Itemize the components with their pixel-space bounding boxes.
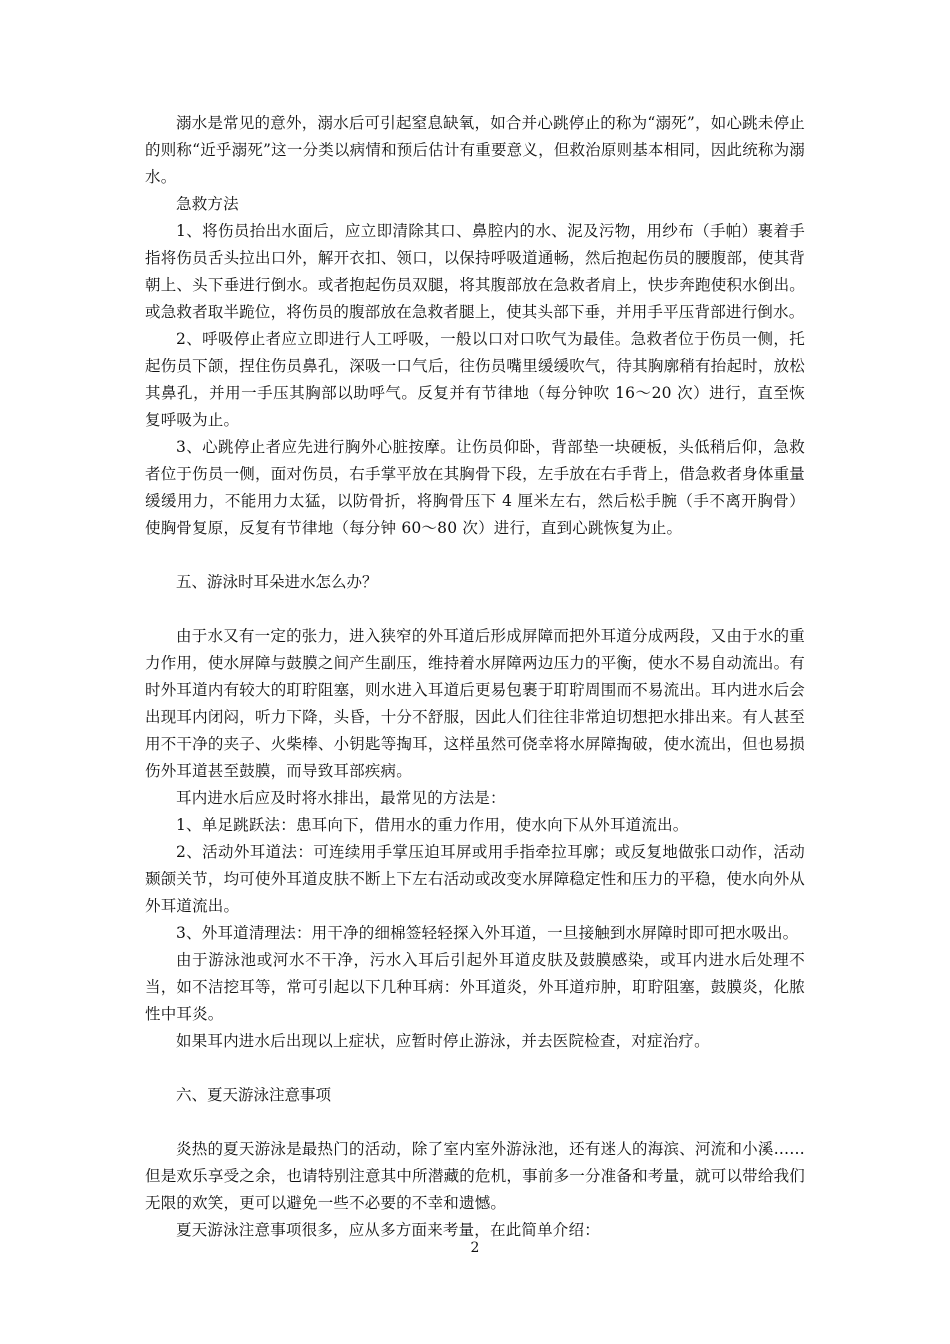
section5-heading: 五、游泳时耳朵进水怎么办？ <box>176 573 378 591</box>
section5-paragraph-6: 由于游泳池或河水不干净，污水入耳后引起外耳道皮肤及鼓膜感染，或耳内进水后处理不当，如不洁挖耳等，常可引起以下几种耳病：外耳道炎，外耳道疖肿，耵聍阻塞，鼓膜炎，化脓性中耳炎。 <box>145 951 805 1023</box>
section6-paragraph-2: 夏天游泳注意事项很多，应从多方面来考量，在此简单介绍： <box>176 1221 600 1239</box>
section5-method-3: 3、外耳道清理法：用干净的细棉签轻轻探入外耳道，一旦接触到水屏障时即可把水吸出。 <box>176 924 799 942</box>
first-aid-item-1: 1、将伤员抬出水面后，应立即清除其口、鼻腔内的水、泥及污物，用纱布（手帕）裹着手指将伤员舌头拉出口外，解开衣扣、领口，以保持呼吸道通畅，然后抱起伤员的腰腹部，使其背朝上、头下垂进行倒水。或者抱起伤员双腿，将其腹部放在急救者肩上，快步奔跑使积水倒出。或急救者取半跪位，将伤员的腹部放在急救者腿上，使其头部下垂，并用手平压背部进行倒水。 <box>145 222 805 321</box>
section5-paragraph-7: 如果耳内进水后出现以上症状，应暂时停止游泳，并去医院检查，对症治疗。 <box>176 1032 710 1050</box>
section5-method-2: 2、活动外耳道法：可连续用手掌压迫耳屏或用手指牵拉耳廓；或反复地做张口动作，活动颞颌关节，均可使外耳道皮肤不断上下左右活动或改变水屏障稳定性和压力的平稳，使水向外从外耳道流出。 <box>145 843 805 915</box>
section6-heading: 六、夏天游泳注意事项 <box>176 1086 332 1104</box>
section6-paragraph-1: 炎热的夏天游泳是最热门的活动，除了室内室外游泳池，还有迷人的海滨、河流和小溪……但是欢乐享受之余，也请特别注意其中所潜藏的危机，事前多一分准备和考量，就可以带给我们无限的欢笑，更可以避免一些不必要的不幸和遗憾。 <box>145 1140 805 1212</box>
section5-method-1: 1、单足跳跃法：患耳向下，借用水的重力作用，使水向下从外耳道流出。 <box>176 816 689 834</box>
intro-paragraph: 溺水是常见的意外，溺水后可引起窒息缺氧，如合并心跳停止的称为“溺死”，如心跳未停止的则称“近乎溺死”这一分类以病情和预后估计有重要意义，但救治原则基本相同，因此统称为溺水。 <box>145 114 805 186</box>
page-number: 2 <box>470 1240 480 1256</box>
document-page <box>145 110 805 1244</box>
section5-paragraph-1: 由于水又有一定的张力，进入狭窄的外耳道后形成屏障而把外耳道分成两段，又由于水的重力作用，使水屏障与鼓膜之间产生副压，维持着水屏障两边压力的平衡，使水不易自动流出。有时外耳道内有较大的耵聍阻塞，则水进入耳道后更易包裹于耵聍周围而不易流出。耳内进水后会出现耳内闭闷，听力下降，头昏，十分不舒服，因此人们往往非常迫切想把水排出来。有人甚至用不干净的夹子、火柴棒、小钥匙等掏耳，这样虽然可侥幸将水屏障掏破，使水流出，但也易损伤外耳道甚至鼓膜，而导致耳部疾病。 <box>145 627 805 780</box>
first-aid-heading: 急救方法 <box>176 195 239 213</box>
first-aid-item-3: 3、心跳停止者应先进行胸外心脏按摩。让伤员仰卧，背部垫一块硬板，头低稍后仰，急救者位于伤员一侧，面对伤员，右手掌平放在其胸骨下段，左手放在右手背上，借急救者身体重量缓缓用力，不能用力太猛，以防骨折，将胸骨压下 4 厘米左右，然后松手腕（手不离开胸骨）使胸骨复原，反复有节律地（每分钟 60～80 次）进行，直到心跳恢复为止。 <box>145 438 805 537</box>
section5-paragraph-2: 耳内进水后应及时将水排出，最常见的方法是： <box>176 789 506 807</box>
first-aid-item-2: 2、呼吸停止者应立即进行人工呼吸，一般以口对口吹气为最佳。急救者位于伤员一侧，托起伤员下颌，捏住伤员鼻孔，深吸一口气后，往伤员嘴里缓缓吹气，待其胸廓稍有抬起时，放松其鼻孔，并用一手压其胸部以助呼气。反复并有节律地（每分钟吹 16～20 次）进行，直至恢复呼吸为止。 <box>145 330 805 429</box>
